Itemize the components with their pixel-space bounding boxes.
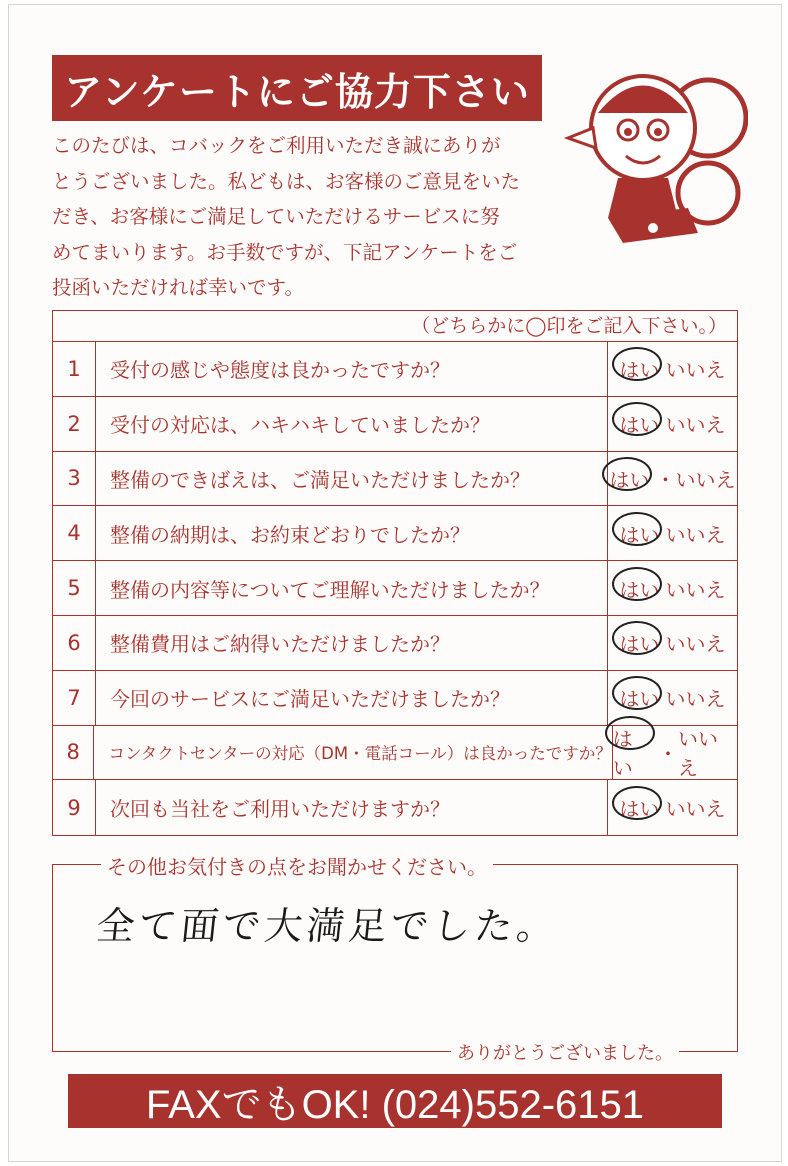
thanks-text: ありがとうございました。 (451, 1039, 679, 1065)
question-number: 3 (53, 452, 96, 506)
answer-yes[interactable]: はい (620, 683, 660, 712)
answer-yes[interactable]: はい (620, 519, 660, 548)
table-row (53, 506, 737, 561)
answer-no[interactable]: いいえ (665, 687, 726, 712)
table-row (53, 726, 737, 781)
selection-circle (605, 716, 655, 750)
question-text: 今回のサービスにご満足いただけましたか？ (110, 687, 510, 712)
question-text: 次回も当社をご利用いただけますか？ (110, 797, 450, 822)
selection-circle (612, 786, 662, 820)
intro-line: とうございました。私どもは、お客様のご意見をいた (52, 169, 521, 193)
question-text: 受付の対応は、ハキハキしていましたか？ (110, 413, 490, 438)
answer-yes[interactable]: はい (620, 574, 660, 603)
answer-separator: ・ (658, 741, 679, 766)
question-number: 9 (53, 780, 96, 835)
question-text: 受付の感じや態度は良かったですか？ (110, 358, 450, 383)
answer-cell[interactable] (607, 506, 737, 560)
answer-no[interactable]: いいえ (678, 727, 719, 781)
survey-title: アンケートにご協力下さい (52, 55, 542, 121)
intro-line: このたびは、コバックをご利用いただき誠にありが (52, 134, 501, 157)
answer-cell[interactable] (612, 726, 737, 780)
question-number: 8 (53, 726, 94, 780)
table-row (53, 780, 737, 835)
question-text: コンタクトセンターの対応（DM・電話コール）は良かったですか？ (108, 744, 612, 764)
question-number: 5 (53, 561, 96, 615)
answer-cell[interactable] (607, 561, 737, 615)
table-row (53, 342, 737, 397)
answer-no[interactable]: いいえ (665, 632, 726, 657)
selection-circle (612, 567, 662, 601)
answer-cell[interactable] (607, 452, 737, 506)
table-row (53, 616, 737, 671)
answer-yes[interactable]: はい (620, 409, 660, 438)
question-text: 整備費用はご納得いただけましたか？ (110, 632, 450, 657)
question-number: 2 (53, 397, 96, 451)
table-row (53, 452, 737, 507)
answer-separator: ・ (655, 467, 676, 492)
intro-text (52, 128, 552, 306)
mascot-illustration (548, 58, 748, 248)
fax-banner: FAXでもOK! (024)552-6151 (68, 1074, 722, 1128)
question-number: 1 (53, 342, 96, 396)
answer-cell[interactable] (607, 342, 737, 396)
answer-no[interactable]: いいえ (665, 413, 726, 438)
selection-circle (612, 347, 662, 381)
answer-no[interactable]: いいえ (665, 358, 726, 383)
answer-yes[interactable]: はい (620, 793, 660, 822)
answer-cell[interactable] (607, 397, 737, 451)
answer-yes[interactable]: はい (620, 354, 660, 383)
question-text: 整備の納期は、お約束どおりでしたか？ (110, 522, 470, 547)
question-text: 整備のできばえは、ご満足いただけましたか？ (110, 467, 530, 492)
question-text: 整備の内容等についてご理解いただけましたか？ (110, 577, 550, 602)
answer-cell[interactable] (607, 616, 737, 670)
answer-yes[interactable]: はい (610, 464, 650, 493)
table-row (53, 561, 737, 616)
question-number: 4 (53, 506, 96, 560)
answer-no[interactable]: いいえ (675, 467, 736, 492)
selection-circle (612, 512, 662, 546)
answer-no[interactable]: いいえ (665, 522, 726, 547)
selection-circle (612, 402, 662, 436)
survey-table (52, 310, 738, 836)
table-row (53, 397, 737, 452)
question-number: 6 (53, 616, 96, 670)
question-number: 7 (53, 671, 96, 725)
selection-circle (602, 457, 652, 491)
answer-no[interactable]: いいえ (665, 797, 726, 822)
answer-cell[interactable] (607, 780, 737, 835)
intro-line: だき、お客様にご満足していただけるサービスに努 (52, 205, 500, 228)
answer-no[interactable]: いいえ (665, 577, 726, 602)
comment-label: その他お気付きの点をお聞かせください。 (101, 851, 493, 880)
comment-box[interactable] (52, 855, 738, 1064)
intro-line: 投函いただければ幸いです。 (52, 276, 304, 299)
answer-yes[interactable]: はい (620, 628, 660, 657)
survey-instruction: （どちらかに◯印をご記入下さい。） (53, 311, 737, 342)
selection-circle (612, 621, 662, 655)
comment-handwriting[interactable]: 全て面で大満足でした。 (94, 904, 561, 948)
selection-circle (612, 676, 662, 710)
answer-yes[interactable]: はい (613, 723, 652, 781)
intro-line: めてまいります。お手数ですが、下記アンケートをご (52, 240, 518, 264)
